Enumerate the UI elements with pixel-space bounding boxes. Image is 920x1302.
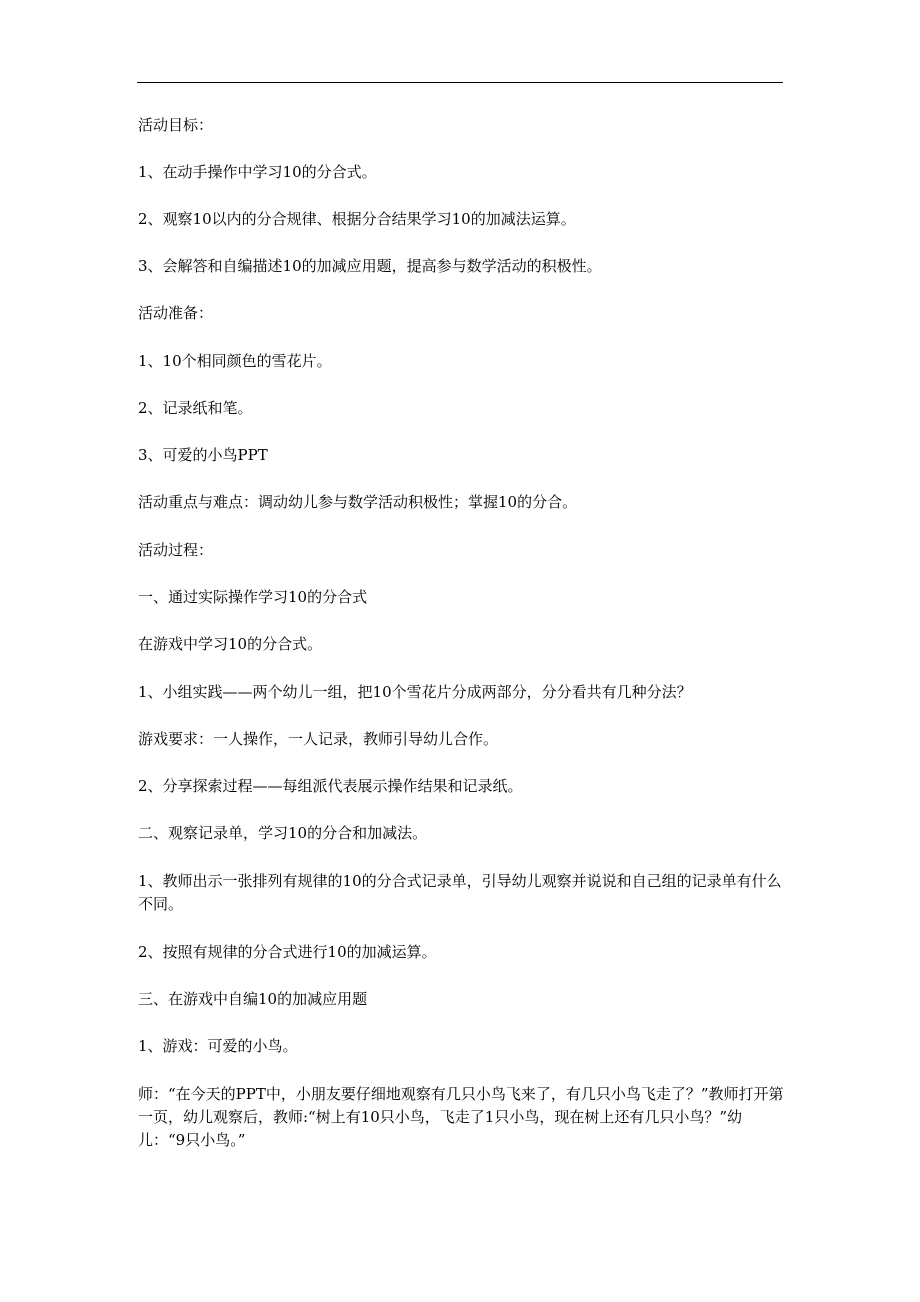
section-two-title: 二、观察记录单，学习10的分合和加减法。 [138,824,428,842]
goal-item-1: 1、在动手操作中学习10的分合式。 [138,163,377,181]
prep-item-2: 2、记录纸和笔。 [138,399,253,417]
section-three-title: 三、在游戏中自编10的加减应用题 [138,990,368,1008]
section-two-item-1: 1、教师出示一张排列有规律的10的分合式记录单，引导幼儿观察并说说和自己组的记录单有什么不同。 [138,872,782,913]
section-one-intro: 在游戏中学习10的分合式。 [138,635,323,653]
header-rule [137,82,783,83]
game-requirement: 游戏要求：一人操作，一人记录，教师引导幼儿合作。 [138,730,499,748]
prep-item-1: 1、10个相同颜色的雪花片。 [138,352,332,370]
key-points: 活动重点与难点：调动幼儿参与数学活动积极性；掌握10的分合。 [138,493,578,511]
section-two-item-2: 2、按照有规律的分合式进行10的加减运算。 [138,943,437,961]
section-one-title: 一、通过实际操作学习10的分合式 [138,588,368,606]
goal-item-3: 3、会解答和自编描述10的加减应用题，提高参与数学活动的积极性。 [138,257,602,275]
section-three-item-1: 1、游戏：可爱的小鸟。 [138,1037,298,1055]
heading-goals: 活动目标： [138,116,214,134]
prep-item-3: 3、可爱的小鸟PPT [138,446,268,464]
section-one-item-1: 1、小组实践——两个幼儿一组，把10个雪花片分成两部分，分分看共有几种分法？ [138,683,692,701]
section-one-item-2: 2、分享探索过程——每组派代表展示操作结果和记录纸。 [138,777,523,795]
teacher-dialogue: 师：“在今天的PPT中，小朋友要仔细地观察有几只小鸟飞来了，有几只小鸟飞走了？”教师打开第一页，幼儿观察后，教师:“树上有10只小鸟，飞走了1只小鸟，现在树上还有几只小鸟？”幼儿：“9只小鸟。” [138,1085,784,1149]
heading-preparation: 活动准备： [138,304,214,322]
heading-process: 活动过程： [138,541,214,559]
goal-item-2: 2、观察10以内的分合规律、根据分合结果学习10的加减法运算。 [138,210,576,228]
